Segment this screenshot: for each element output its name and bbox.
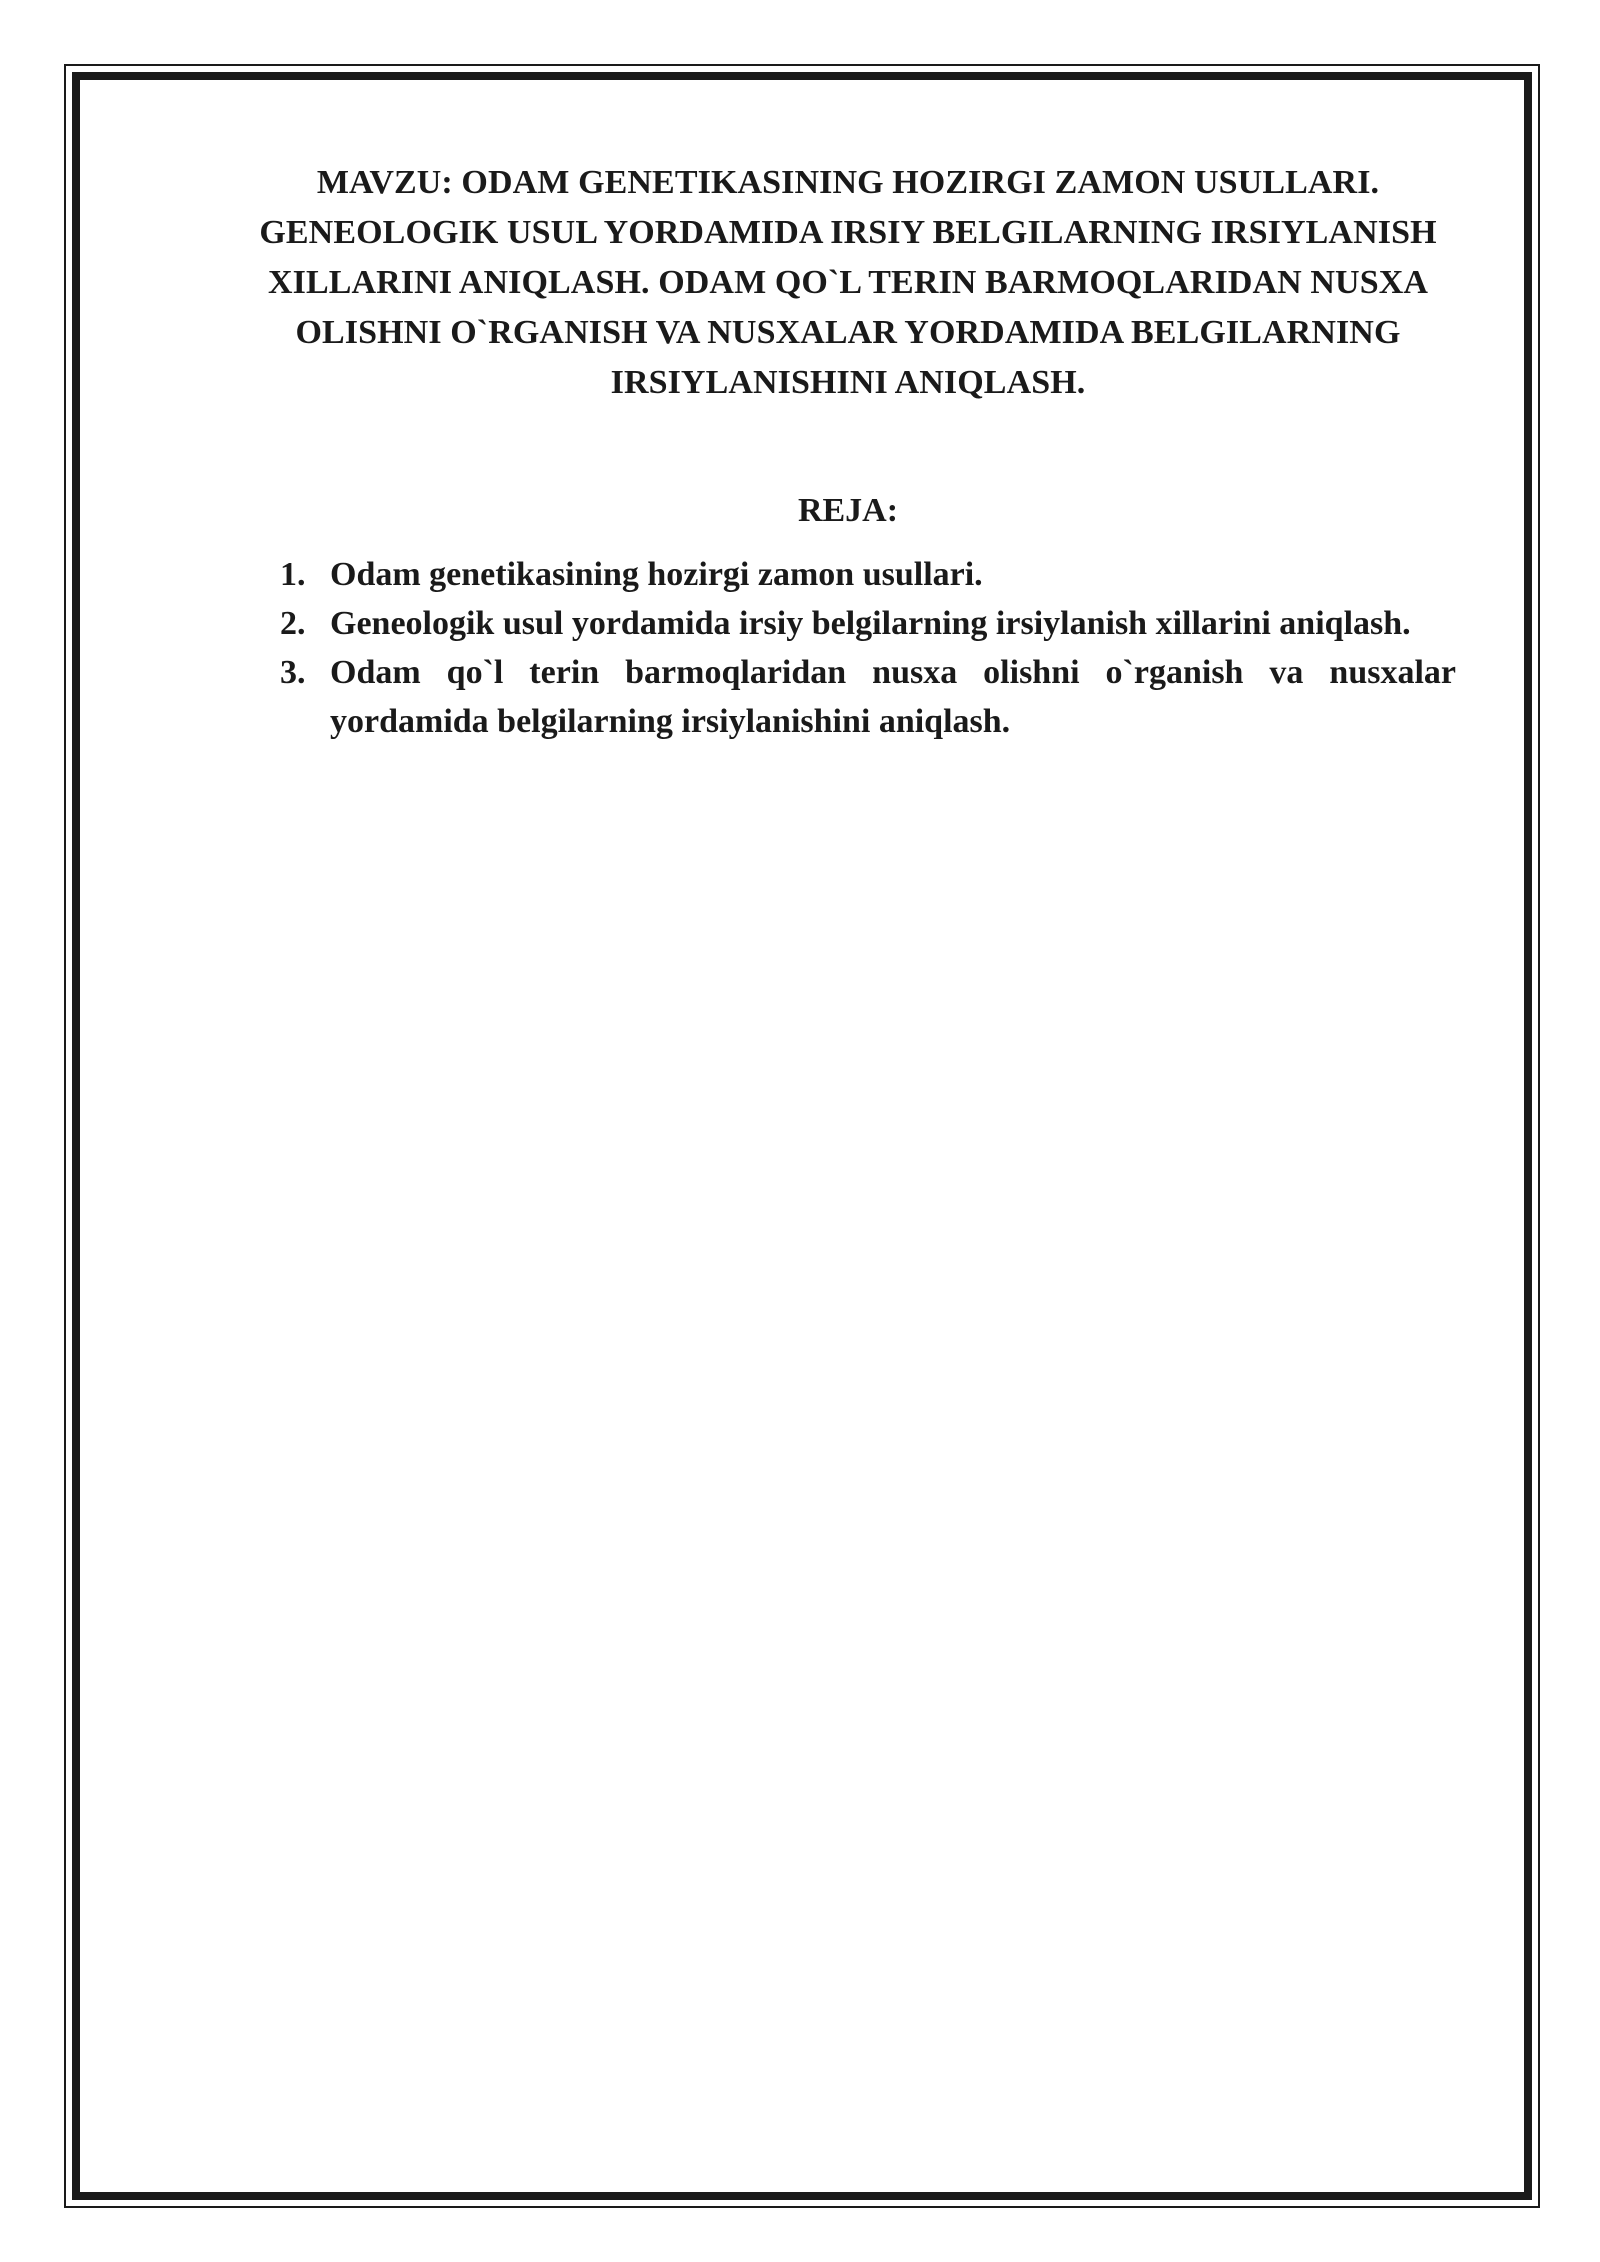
plan-item-1 <box>280 550 1456 599</box>
plan-list <box>240 550 1456 746</box>
plan-item-number: 1. <box>280 556 306 593</box>
plan-item-number: 3. <box>280 654 306 691</box>
plan-item-text: Geneologik usul yordamida irsiy belgilarning irsiylanish xillarini aniqlash. <box>330 605 1411 642</box>
plan-item-text: Odam genetikasining hozirgi zamon usullari. <box>330 556 983 593</box>
plan-item-3 <box>280 648 1456 746</box>
plan-item-number: 2. <box>280 605 306 642</box>
plan-item-2 <box>280 599 1456 648</box>
plan-item-text: Odam qo`l terin barmoqlaridan nusxa olishni o`rganish va nusxalar yordamida belgilarning irsiylanishini aniqlash. <box>330 654 1456 740</box>
page-content <box>240 158 1456 746</box>
plan-heading: REJA: <box>797 492 899 529</box>
document-title: MAVZU: ODAM GENETIKASINING HOZIRGI ZAMON USULLARI. GENEOLOGIK USUL YORDAMIDA IRSIY BELGILARNING IRSIYLANISH XILLARINI ANIQLASH. ODAM QO`L TERIN BARMOQLARIDAN NUSXA OLISHNI O`RGANISH VA NUSXALAR YORDAMIDA BELGILARNING IRSIYLANISHINI ANIQLASH. <box>259 164 1437 401</box>
